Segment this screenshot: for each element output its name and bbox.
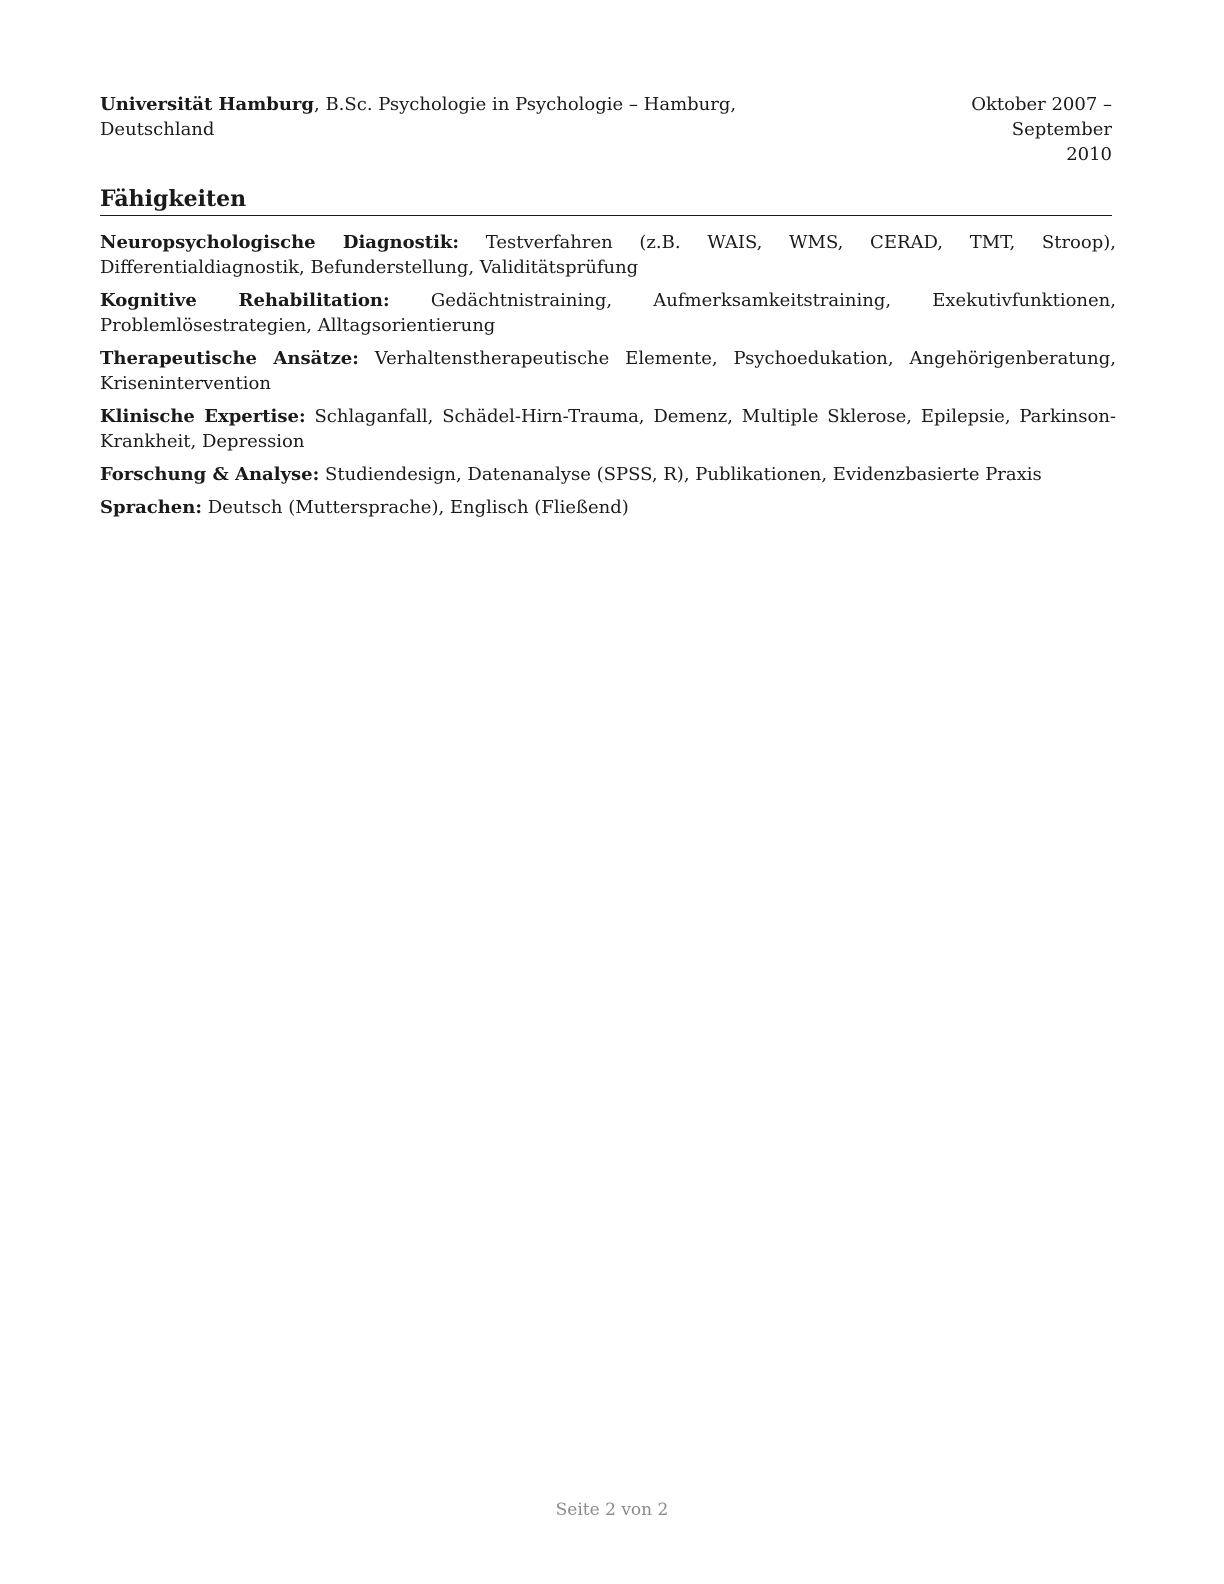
section-title-skills: Fähigkeiten — [100, 185, 1112, 216]
education-date — [872, 92, 1112, 167]
skill-label: Klinische Expertise: — [100, 406, 306, 427]
page-number-footer: Seite 2 von 2 — [555, 1500, 669, 1520]
education-institution: Universität Hamburg — [100, 94, 315, 115]
skills-list — [100, 230, 1116, 520]
skill-label: Sprachen: — [100, 497, 202, 518]
skill-label: Forschung & Analyse: — [100, 464, 320, 485]
skill-label: Therapeutische Ansätze: — [100, 348, 359, 369]
education-date-line2: 2010 — [1066, 144, 1112, 165]
education-details: , B.Sc. Psychologie in Psychologie – Hamburg, Deutschland — [100, 94, 737, 140]
skill-item-cognitive-rehab — [100, 288, 1116, 338]
skill-text: Testverfahren (z.B. WAIS, WMS, CERAD, TMT, Stroop), Differentialdiagnostik, Befunderstellung, Validitätsprüfung — [100, 232, 1116, 278]
skill-text: Schlaganfall, Schädel-Hirn-Trauma, Demenz, Multiple Sklerose, Epilepsie, Parkinson-Krankheit, Depression — [100, 406, 1116, 452]
skill-item-therapeutic-approaches — [100, 346, 1116, 396]
education-degree — [100, 92, 872, 142]
skill-text: Gedächtnistraining, Aufmerksamkeitstraining, Exekutivfunktionen, Problemlösestrategien, Alltagsorientierung — [100, 290, 1116, 336]
education-entry — [100, 92, 1112, 167]
skill-item-languages — [100, 495, 1116, 520]
skill-label: Neuropsychologische Diagnostik: — [100, 232, 460, 253]
skill-text: Studiendesign, Datenanalyse (SPSS, R), Publikationen, Evidenzbasierte Praxis — [325, 464, 1042, 485]
skill-item-research-analysis — [100, 462, 1116, 487]
skill-text: Verhaltenstherapeutische Elemente, Psychoedukation, Angehörigenberatung, Krisenintervention — [100, 348, 1116, 394]
education-date-line1: Oktober 2007 – September — [971, 94, 1112, 140]
skill-text: Deutsch (Muttersprache), Englisch (Fließend) — [207, 497, 629, 518]
skill-item-neuropsych-diagnostics — [100, 230, 1116, 280]
skill-label: Kognitive Rehabilitation: — [100, 290, 390, 311]
resume-page — [100, 92, 1116, 528]
skill-item-clinical-expertise — [100, 404, 1116, 454]
